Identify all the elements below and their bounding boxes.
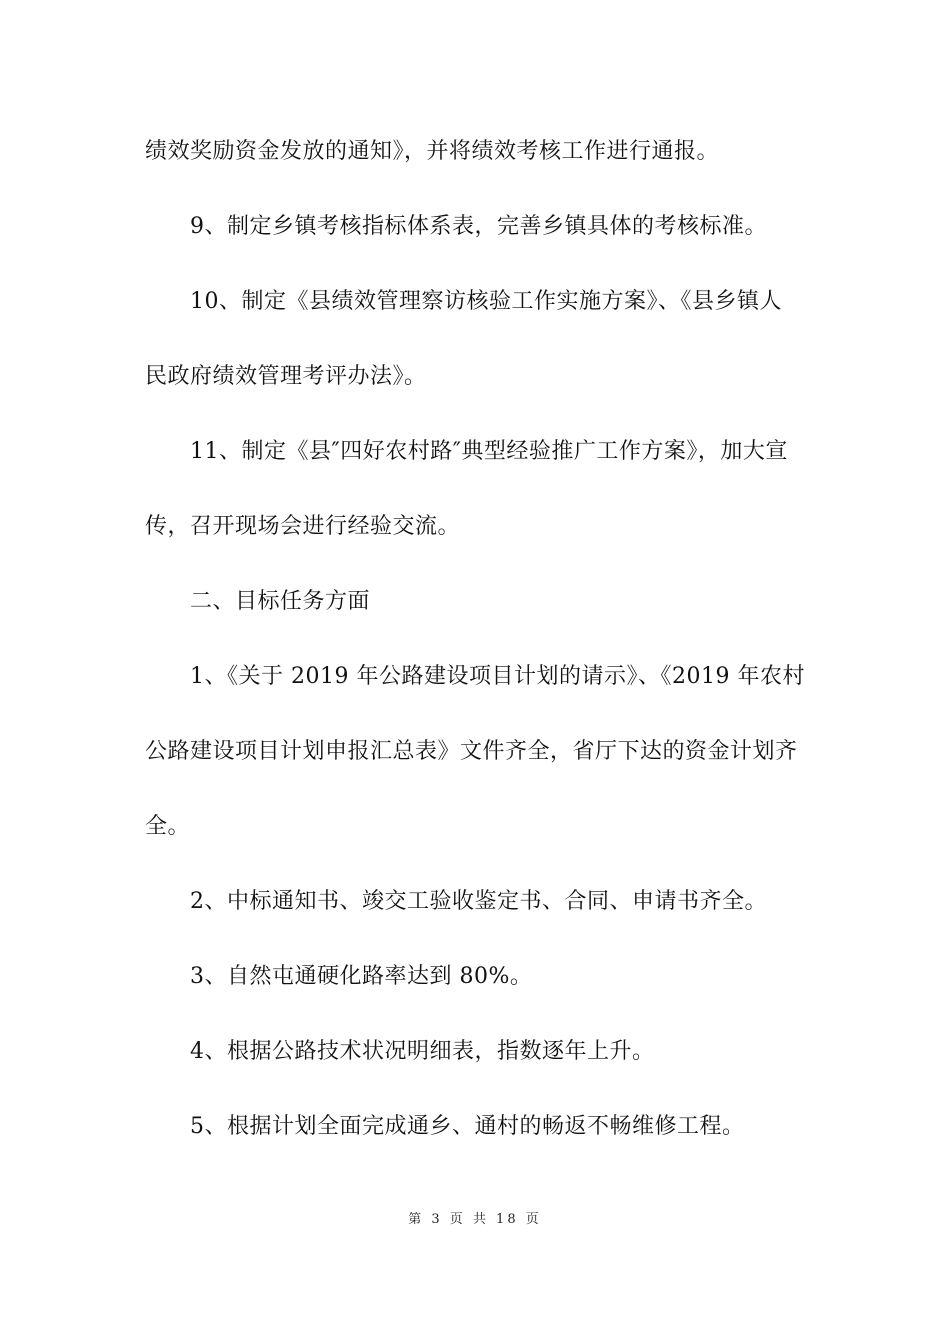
section-heading: 二、目标任务方面 [190, 589, 371, 614]
text-line-11: 2、中标通知书、竣交工验收鉴定书、合同、申请书齐全。 [190, 889, 767, 914]
text-line-6: 传，召开现场会进行经验交流。 [145, 514, 461, 539]
text-line-10: 全。 [145, 814, 191, 839]
text-line-9: 公路建设项目计划申报汇总表》文件齐全，省厅下达的资金计划齐 [145, 739, 798, 764]
text-line-2: 9、制定乡镇考核指标体系表，完善乡镇具体的考核标准。 [190, 214, 767, 239]
text-line-4: 民政府绩效管理考评办法》。 [145, 364, 427, 389]
text-line-12: 3、自然屯通硬化路率达到 80%。 [190, 964, 533, 989]
text-line-5: 11、制定《县″四好农村路″典型经验推广工作方案》，加大宣 [190, 439, 788, 464]
text-line-3: 10、制定《县绩效管理察访核验工作实施方案》、《县乡镇人 [190, 289, 782, 314]
page-footer: 第 3 页 共 18 页 [408, 1212, 542, 1227]
text-line-8: 1、《关于 2019 年公路建设项目计划的请示》、《2019 年农村 [190, 664, 805, 689]
text-line-1: 绩效奖励资金发放的通知》，并将绩效考核工作进行通报。 [145, 139, 720, 164]
text-line-13: 4、根据公路技术状况明细表，指数逐年上升。 [190, 1039, 655, 1064]
text-line-14: 5、根据计划全面完成通乡、通村的畅返不畅维修工程。 [190, 1114, 745, 1139]
